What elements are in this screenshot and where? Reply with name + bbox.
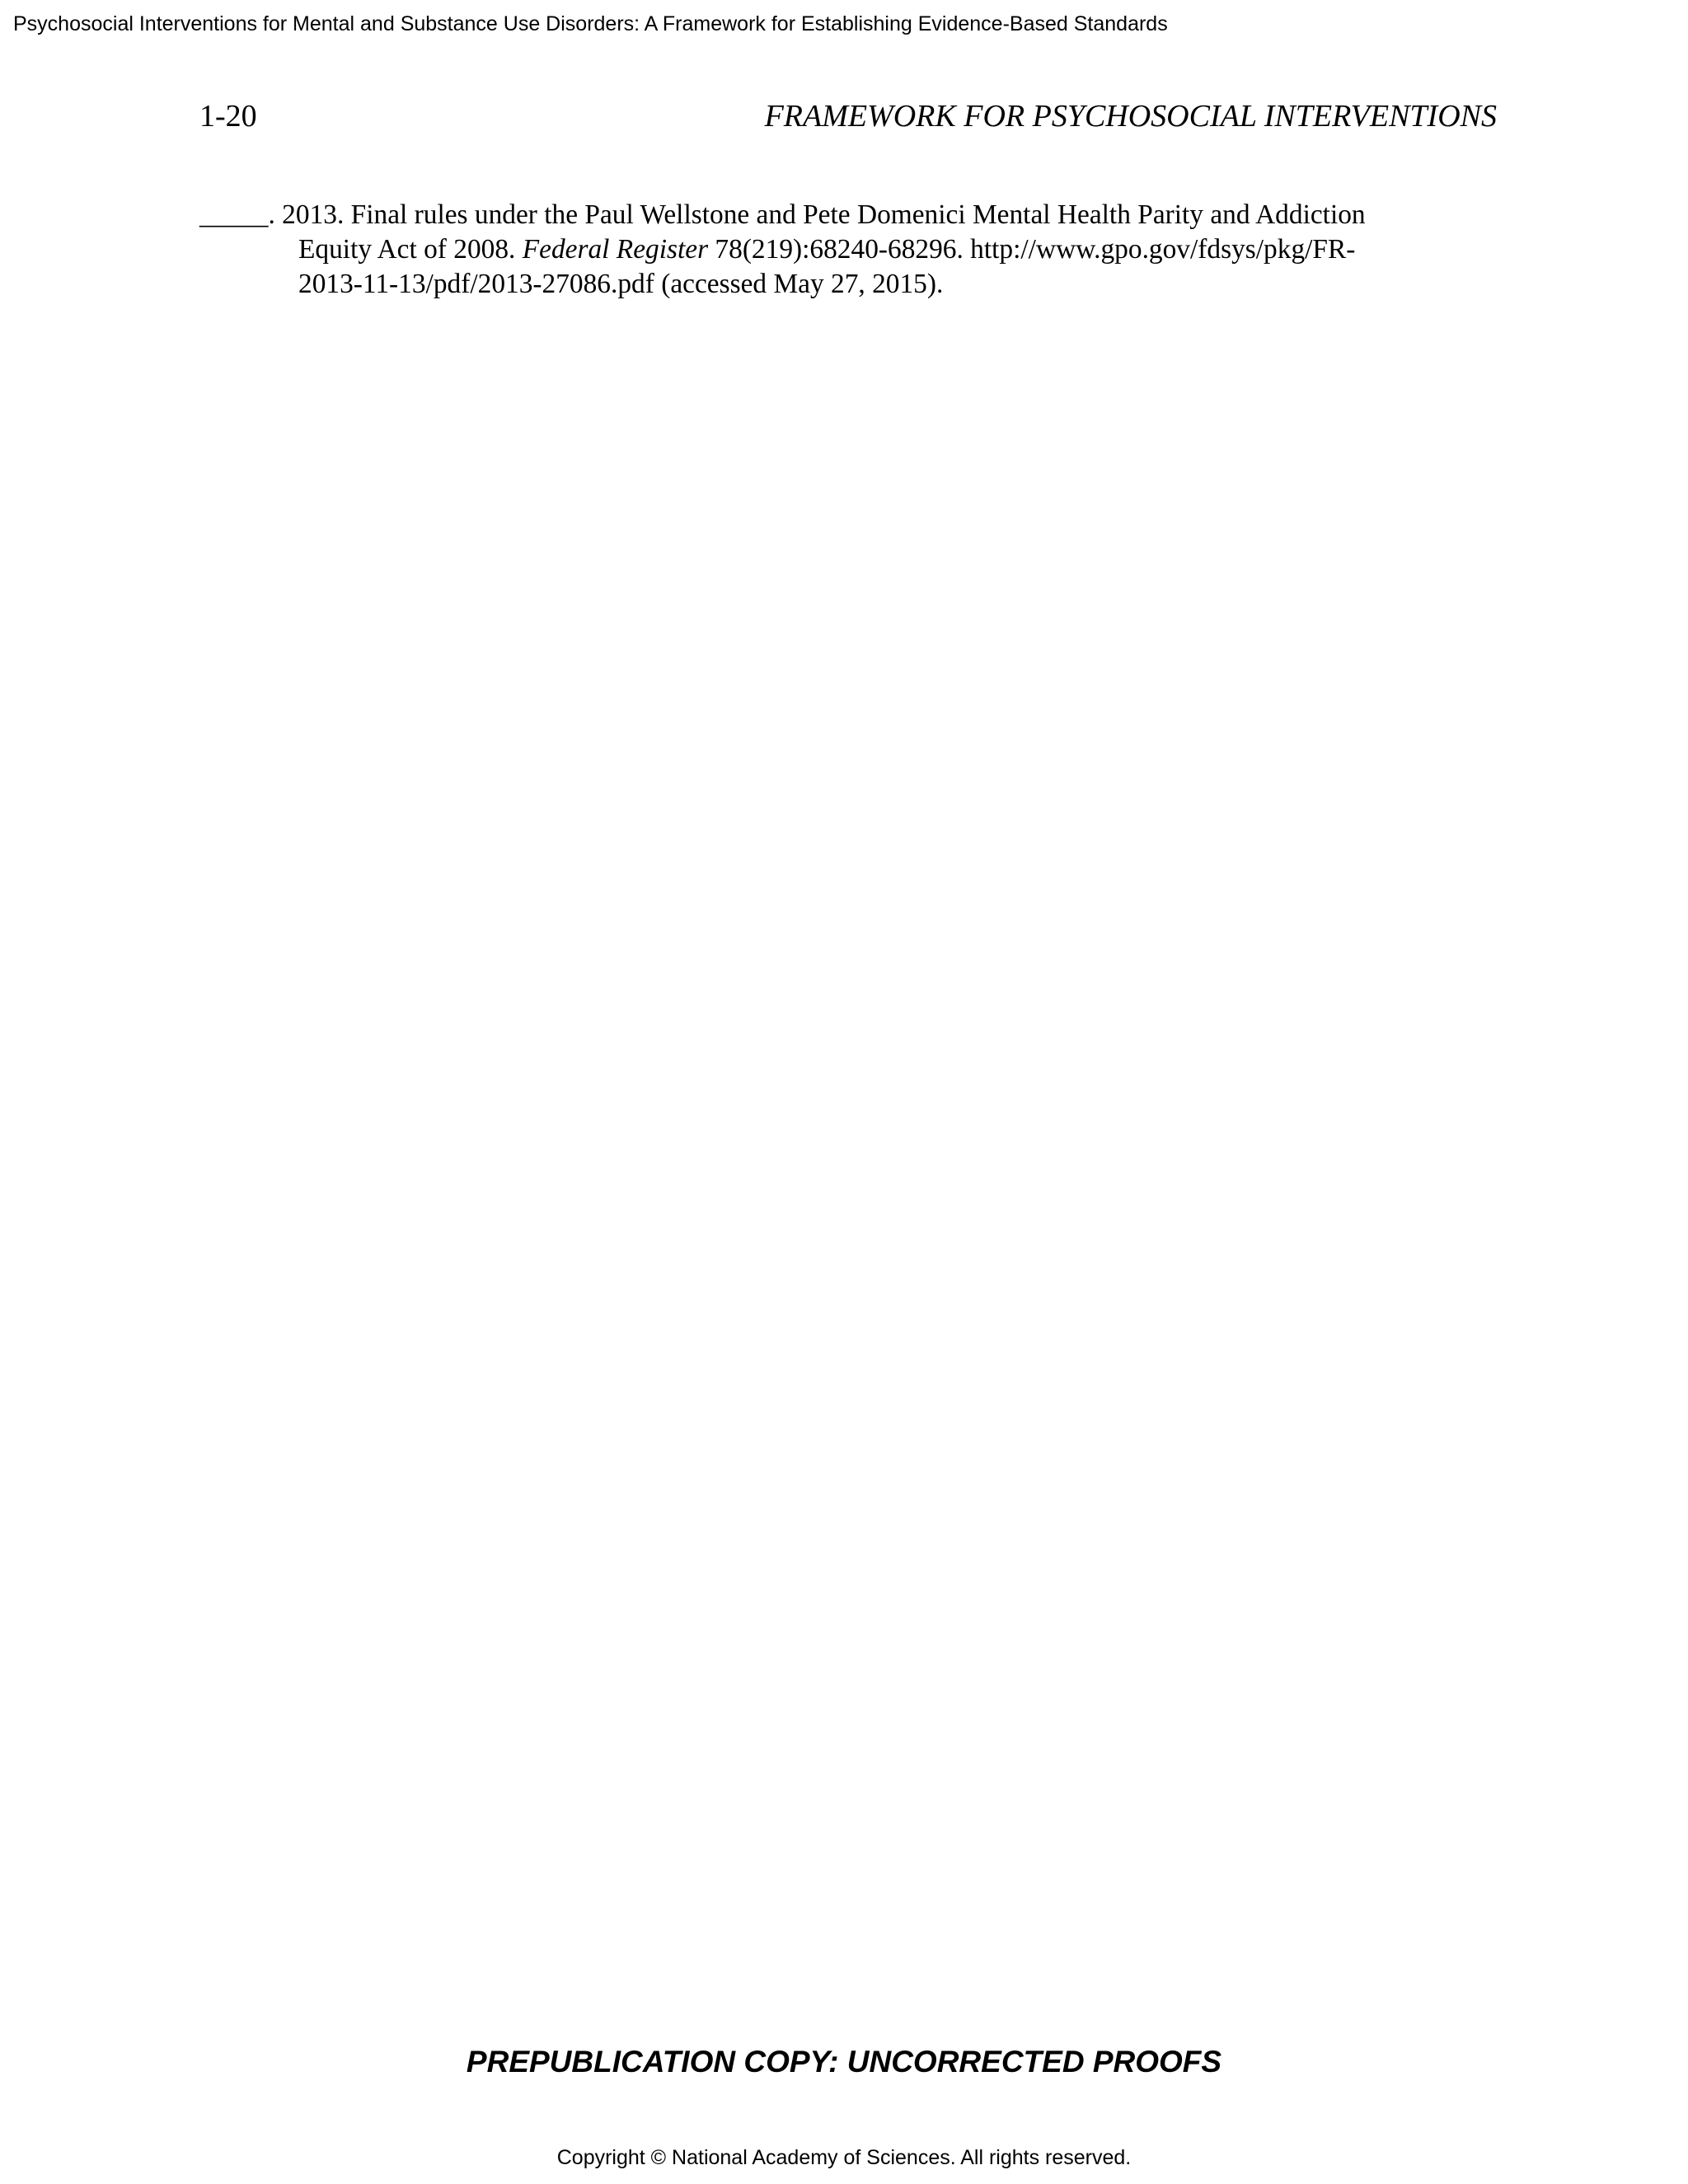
running-title: FRAMEWORK FOR PSYCHOSOCIAL INTERVENTIONS bbox=[764, 99, 1497, 134]
reference-list bbox=[199, 198, 1500, 302]
reference-text: Equity Act of 2008. bbox=[298, 234, 523, 265]
document-title: Psychosocial Interventions for Mental and Substance Use Disorders: A Framework for Establishing Evidence-Based Standards bbox=[13, 12, 1168, 35]
reference-text: 2013-11-13/pdf/2013-27086.pdf (accessed May 27, 2015). bbox=[298, 269, 944, 300]
running-header bbox=[199, 97, 1497, 135]
page-number: 1-20 bbox=[199, 99, 257, 134]
copyright-notice: Copyright © National Academy of Sciences. All rights reserved. bbox=[556, 2146, 1132, 2169]
reference-text: 78(219):68240-68296. http://www.gpo.gov/fdsys/pkg/FR- bbox=[708, 234, 1356, 265]
prepublication-notice: PREPUBLICATION COPY: UNCORRECTED PROOFS bbox=[466, 2045, 1222, 2079]
reference-italic-text: Federal Register bbox=[522, 234, 709, 265]
reference-text: _____. 2013. Final rules under the Paul Wellstone and Pete Domenici Mental Health Parity and Addiction bbox=[199, 199, 1366, 230]
reference-entry bbox=[199, 198, 1500, 302]
